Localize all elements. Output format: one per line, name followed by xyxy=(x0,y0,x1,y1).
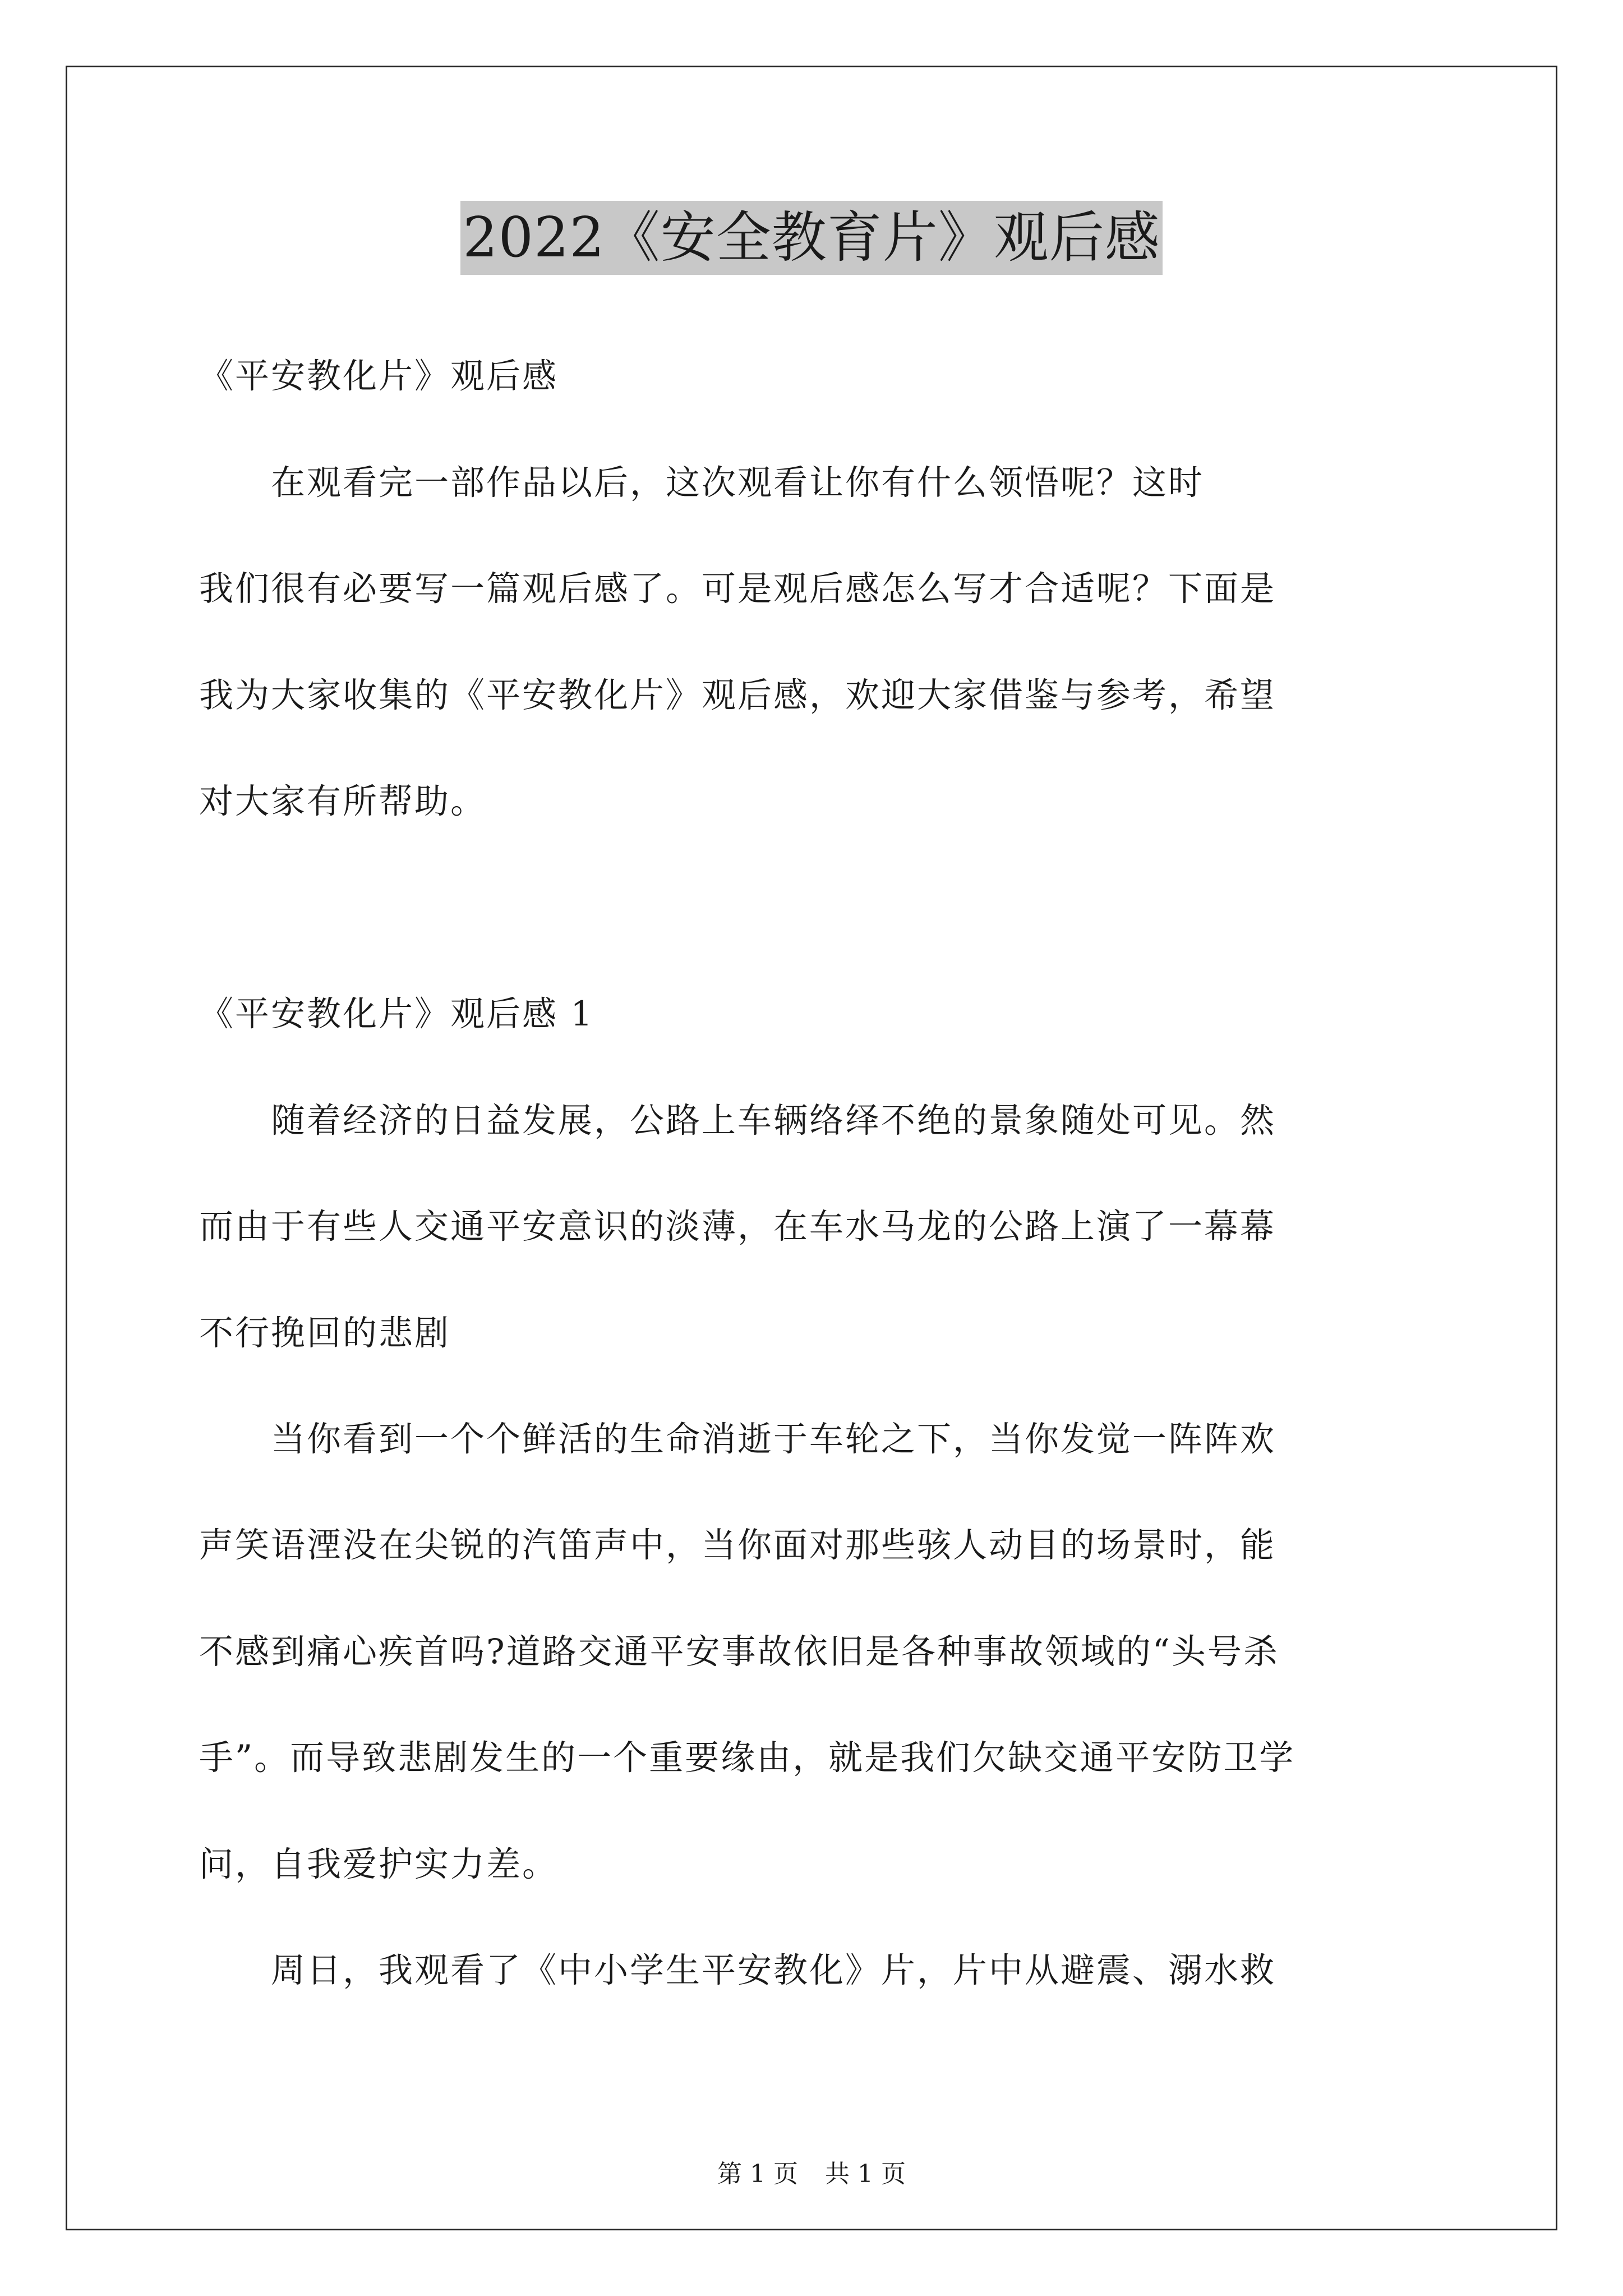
text-line: 周日，我观看了《中小学生平安教化》片，片中从避震、溺水救 xyxy=(199,1950,1276,1990)
text-line: 在观看完一部作品以后，这次观看让你有什么领悟呢？这时 xyxy=(199,463,1205,503)
text-line: 而由于有些人交通平安意识的淡薄，在车水马龙的公路上演了一幕幕 xyxy=(199,1207,1276,1246)
text-line: 随着经济的日益发展，公路上车辆络绎不绝的景象随处可见。然 xyxy=(199,1101,1276,1140)
text-line: 我为大家收集的《平安教化片》观后感，欢迎大家借鉴与参考，希望 xyxy=(199,675,1276,715)
text-line: 我们很有必要写一篇观后感了。可是观后感怎么写才合适呢？下面是 xyxy=(199,569,1276,609)
page-number: 第 1 页 xyxy=(717,2160,798,2188)
text-line: 问，自我爱护实力差。 xyxy=(199,1844,559,1884)
text-line: 不感到痛心疾首吗?道路交通平安事故依旧是各种事故领域的“头号杀 xyxy=(199,1632,1279,1672)
text-line: 手”。而导致悲剧发生的一个重要缘由，就是我们欠缺交通平安防卫学 xyxy=(199,1738,1295,1778)
subtitle-line: 《平安教化片》观后感 xyxy=(199,356,559,396)
page-total: 共 1 页 xyxy=(825,2160,906,2188)
text-line: 当你看到一个个鲜活的生命消逝于车轮之下，当你发觉一阵阵欢 xyxy=(199,1419,1276,1459)
text-line: 声笑语湮没在尖锐的汽笛声中，当你面对那些骇人动目的场景时，能 xyxy=(199,1525,1276,1565)
page-footer xyxy=(0,2159,1623,2190)
text-line: 对大家有所帮助。 xyxy=(199,781,487,821)
text-line: 不行挽回的悲剧 xyxy=(199,1313,451,1353)
title-block xyxy=(0,201,1623,275)
document-title: 2022《安全教育片》观后感 xyxy=(460,201,1162,275)
section-heading: 《平安教化片》观后感 1 xyxy=(199,994,594,1034)
